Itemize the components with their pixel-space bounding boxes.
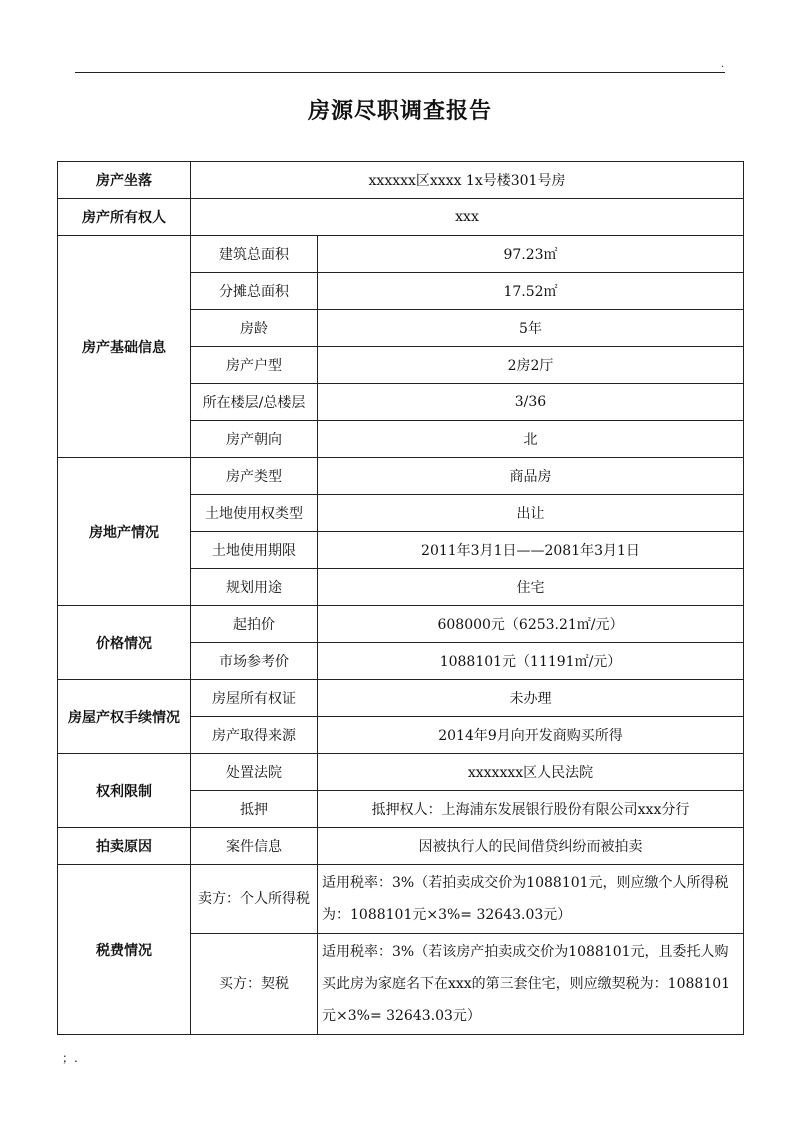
table-row <box>58 236 744 273</box>
field-label: 房产朝向 <box>191 421 318 458</box>
owner-value: xxx <box>191 199 744 236</box>
field-value: 2014年9月向开发商购买所得 <box>318 717 744 754</box>
field-label: 建筑总面积 <box>191 236 318 273</box>
table-row <box>58 754 744 791</box>
field-label: 起拍价 <box>191 606 318 643</box>
field-value: 17.52㎡ <box>318 273 744 310</box>
field-label: 所在楼层/总楼层 <box>191 384 318 421</box>
page-title: 房源尽职调查报告 <box>307 99 492 124</box>
category-auction-reason: 拍卖原因 <box>58 828 191 865</box>
category-title-procedures: 房屋产权手续情况 <box>58 680 191 754</box>
field-value: 2房2厅 <box>318 347 744 384</box>
field-label: 买方：契税 <box>191 934 318 1035</box>
field-label: 房产类型 <box>191 458 318 495</box>
field-value: 2011年3月1日——2081年3月1日 <box>318 532 744 569</box>
field-value: 97.23㎡ <box>318 236 744 273</box>
table-row <box>58 199 744 236</box>
field-value: 住宅 <box>318 569 744 606</box>
field-value: 抵押权人：上海浦东发展银行股份有限公司xxx分行 <box>318 791 744 828</box>
field-label: 土地使用期限 <box>191 532 318 569</box>
field-label: 房屋所有权证 <box>191 680 318 717</box>
header-rule <box>75 72 725 73</box>
field-value: 商品房 <box>318 458 744 495</box>
table-row <box>58 680 744 717</box>
field-label: 处置法院 <box>191 754 318 791</box>
category-price: 价格情况 <box>58 606 191 680</box>
field-label: 房产取得来源 <box>191 717 318 754</box>
field-value: 北 <box>318 421 744 458</box>
field-label: 案件信息 <box>191 828 318 865</box>
field-value: 出让 <box>318 495 744 532</box>
table-row <box>58 865 744 934</box>
category-real-estate: 房地产情况 <box>58 458 191 606</box>
field-value: xxxxxxx区人民法院 <box>318 754 744 791</box>
category-taxes: 税费情况 <box>58 865 191 1035</box>
category-restrictions: 权利限制 <box>58 754 191 828</box>
table-row <box>58 828 744 865</box>
field-value: 适用税率：3%（若该房产拍卖成交价为1088101元，且委托人购买此房为家庭名下在xxx的第三套住宅，则应缴契税为：1088101元×3%= 32643.03元） <box>318 934 744 1035</box>
field-label: 抵押 <box>191 791 318 828</box>
field-label: 房产户型 <box>191 347 318 384</box>
field-label: 市场参考价 <box>191 643 318 680</box>
field-label: 分摊总面积 <box>191 273 318 310</box>
category-owner: 房产所有权人 <box>58 199 191 236</box>
field-value: 3/36 <box>318 384 744 421</box>
location-value: xxxxxx区xxxx 1x号楼301号房 <box>191 162 744 199</box>
table-row <box>58 458 744 495</box>
field-value: 未办理 <box>318 680 744 717</box>
table-row <box>58 606 744 643</box>
field-value: 608000元（6253.21㎡/元） <box>318 606 744 643</box>
field-value: 适用税率：3%（若拍卖成交价为1088101元，则应缴个人所得税为：1088101元×3%= 32643.03元） <box>318 865 744 934</box>
report-table <box>57 161 744 1035</box>
field-value: 1088101元（11191㎡/元） <box>318 643 744 680</box>
header-mark: . <box>721 59 725 70</box>
field-label: 卖方：个人所得税 <box>191 865 318 934</box>
category-basic-info: 房产基础信息 <box>58 236 191 458</box>
category-location: 房产坐落 <box>58 162 191 199</box>
footer-mark: ；. <box>62 1051 78 1065</box>
field-value: 5年 <box>318 310 744 347</box>
field-value: 因被执行人的民间借贷纠纷而被拍卖 <box>318 828 744 865</box>
table-row <box>58 162 744 199</box>
field-label: 房龄 <box>191 310 318 347</box>
field-label: 土地使用权类型 <box>191 495 318 532</box>
field-label: 规划用途 <box>191 569 318 606</box>
